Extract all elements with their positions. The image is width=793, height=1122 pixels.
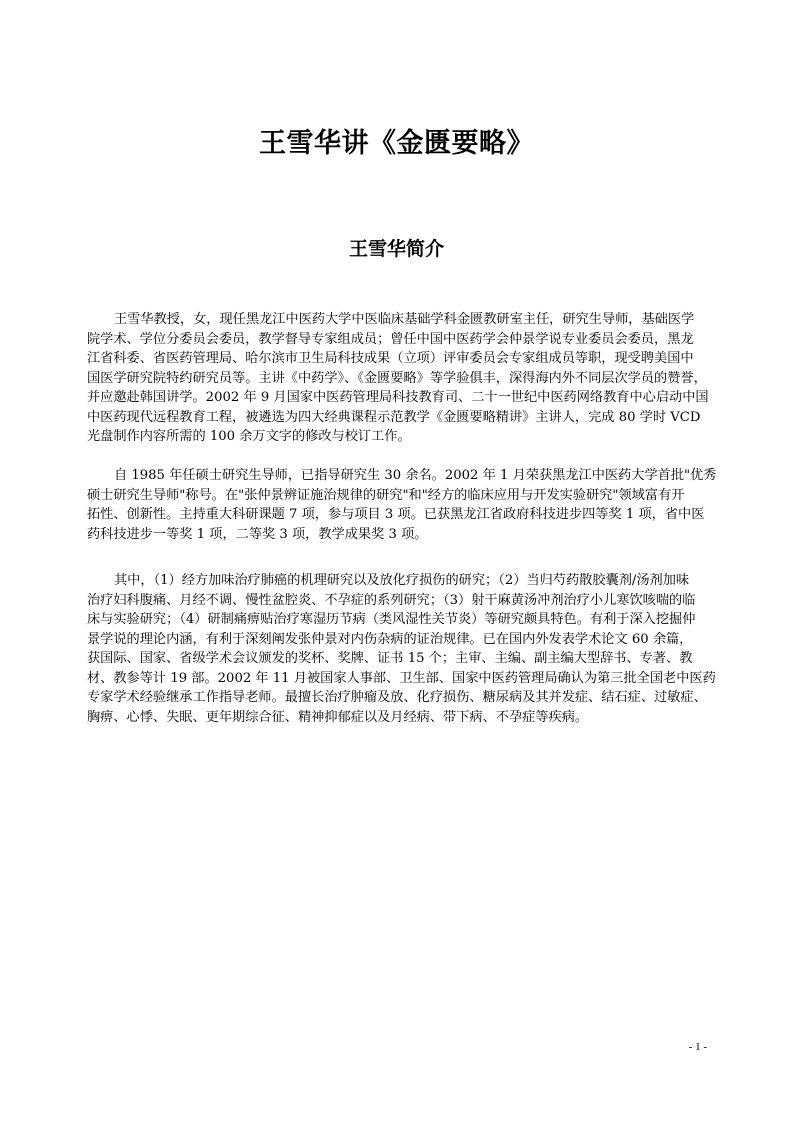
paragraph-line: 材、教参等计 19 部。2002 年 11 月被国家人事部、卫生部、国家中医药管理局确认为第三批全国老中医药 bbox=[87, 670, 716, 686]
page-number: - 1 - bbox=[688, 1041, 707, 1053]
paragraph-line: 江省科委、省医药管理局、哈尔滨市卫生局科技成果（立项）评审委员会专家组成员等职，现受聘美国中 bbox=[87, 351, 694, 366]
paragraph-1 bbox=[87, 310, 715, 447]
paragraph-line: 拓性、创新性。主持重大科研课题 7 项，参与项目 3 项。已获黑龙江省政府科技进步四等奖 1 项，省中医 bbox=[87, 507, 705, 522]
paragraph-line: 胸痹、心悸、失眠、更年期综合征、精神抑郁症以及月经病、带下病、不孕症等疾病。 bbox=[87, 709, 589, 725]
paragraph-line: 专家学术经验继承工作指导老师。最擅长治疗肿瘤及放、化疗损伤、糖尿病及其并发症、结石症、过敏症、 bbox=[87, 690, 707, 705]
paragraph-line: 硕士研究生导师"称号。在"张仲景辨证施治规律的研究"和"经方的临床应用与开发实验研究"领域富有开 bbox=[87, 487, 685, 503]
paragraph-line: 中医药现代远程教育工程，被遴选为四大经典课程示范教学《金匮要略精讲》主讲人，完成 80 学时 VCD bbox=[87, 409, 701, 425]
paragraph-line: 国医学研究院特约研究员等。主讲《中药学》、《金匮要略》等学验俱丰，深得海内外不同层次学员的赞誉， bbox=[87, 370, 707, 386]
paragraph-line: 药科技进步一等奖 1 项，二等奖 3 项，教学成果奖 3 项。 bbox=[87, 526, 428, 542]
document-title: 王雪华讲《金匮要略》 bbox=[259, 128, 534, 159]
paragraph-line: 自 1985 年任硕士研究生导师，已指导研究生 30 余名。2002 年 1 月荣获黑龙江中医药大学首批"优秀 bbox=[114, 468, 717, 483]
paragraph-line: 并应邀赴韩国讲学。2002 年 9 月国家中医药管理局科技教育司、二十一世纪中医药网络教育中心启动中国 bbox=[87, 390, 709, 405]
paragraph-line: 其中，（1）经方加味治疗肺癌的机理研究以及放化疗损伤的研究；（2）当归芍药散胶囊剂/汤剂加味 bbox=[114, 573, 690, 588]
section-heading: 王雪华简介 bbox=[348, 238, 444, 260]
paragraph-line: 获国际、国家、省级学术会议颁发的奖杯、奖牌、证书 15 个；主审、主编、副主编大型辞书、专著、教 bbox=[87, 651, 693, 666]
paragraph-line: 床与实验研究；（4）研制痛痹贴治疗寒湿历节病（类风湿性关节炎）等研究颇具特色。有利于深入挖掘仲 bbox=[87, 612, 696, 627]
paragraph-line: 治疗妇科腹痛、月经不调、慢性盆腔炎、不孕症的系列研究；（3）射干麻黄汤冲剂治疗小儿寒饮咳喘的临 bbox=[87, 592, 696, 608]
paragraph-3 bbox=[87, 571, 715, 727]
paragraph-line: 王雪华教授，女，现任黑龙江中医药大学中医临床基础学科金匮教研室主任，研究生导师，基础医学 bbox=[114, 312, 695, 327]
paragraph-2 bbox=[87, 466, 715, 544]
paragraph-line: 景学说的理论内涵，有利于深刻阐发张仲景对内伤杂病的证治规律。已在国内外发表学术论文 60 余篇， bbox=[87, 631, 693, 647]
paragraph-line: 院学术、学位分委员会委员，教学督导专家组成员；曾任中国中医药学会仲景学说专业委员会委员，黑龙 bbox=[87, 331, 694, 347]
paragraph-line: 光盘制作内容所需的 100 余万文字的修改与校订工作。 bbox=[87, 429, 411, 444]
